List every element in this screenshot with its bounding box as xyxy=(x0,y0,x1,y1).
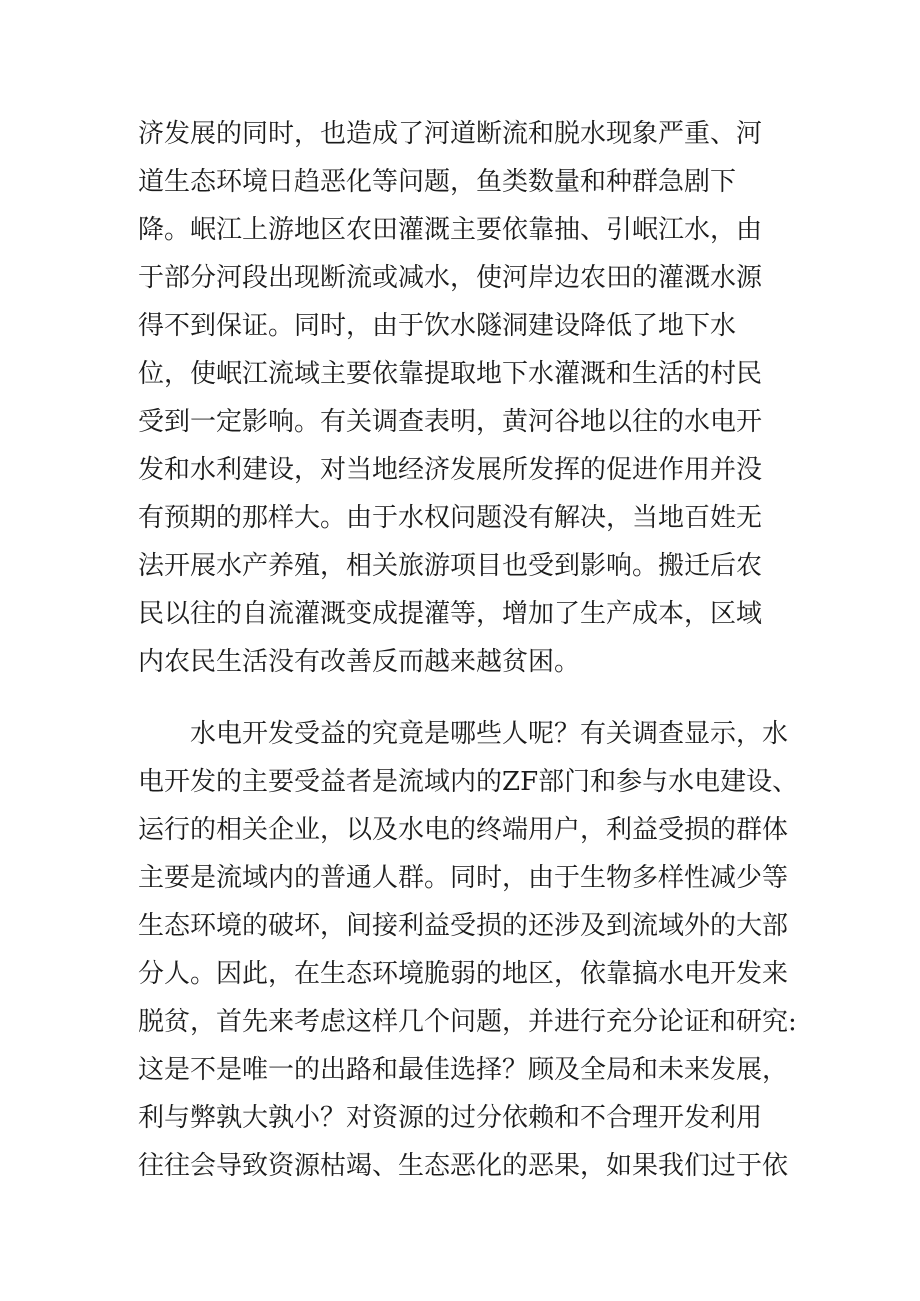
paragraph-2-line: 这是不是唯一的出路和最佳选择？顾及全局和未来发展， xyxy=(138,1055,789,1085)
paragraph-1-line: 道生态环境日趋恶化等问题，鱼类数量和种群急剧下 xyxy=(138,167,737,197)
paragraph-2-line: 主要是流域内的普通人群。同时，由于生物多样性减少等 xyxy=(138,863,789,893)
paragraph-1 xyxy=(138,110,778,686)
paragraph-2-line: 水电开发受益的究竟是哪些人呢？有关调查显示，水 xyxy=(138,719,789,749)
paragraph-1-line: 济发展的同时，也造成了河道断流和脱水现象严重、河 xyxy=(138,119,763,149)
paragraph-2-line: 脱贫，首先来考虑这样几个问题，并进行充分论证和研究: xyxy=(138,1007,797,1037)
paragraph-2-line: 往往会导致资源枯竭、生态恶化的恶果，如果我们过于依 xyxy=(138,1151,789,1181)
paragraph-1-line: 发和水利建设，对当地经济发展所发挥的促进作用并没 xyxy=(138,455,763,485)
paragraph-2-line: 生态环境的破坏，间接利益受损的还涉及到流域外的大部 xyxy=(138,911,789,941)
paragraph-2-line: 运行的相关企业，以及水电的终端用户，利益受损的群体 xyxy=(138,815,789,845)
paragraph-2-line: 利与弊孰大孰小？对资源的过分依赖和不合理开发利用 xyxy=(138,1103,763,1133)
paragraph-2 xyxy=(138,710,799,1190)
paragraph-1-line: 位，使岷江流域主要依靠提取地下水灌溉和生活的村民 xyxy=(138,359,763,389)
paragraph-1-line: 降。岷江上游地区农田灌溉主要依靠抽、引岷江水，由 xyxy=(138,215,763,245)
paragraph-1-line: 受到一定影响。有关调查表明，黄河谷地以往的水电开 xyxy=(138,407,763,437)
paragraph-1-line: 于部分河段出现断流或减水，使河岸边农田的灌溉水源 xyxy=(138,263,763,293)
paragraph-2-line: 分人。因此，在生态环境脆弱的地区，依靠搞水电开发来 xyxy=(138,959,789,989)
paragraph-2-line: 电开发的主要受益者是流域内的ZF部门和参与水电建设、 xyxy=(138,767,799,797)
paragraph-1-line: 民以往的自流灌溉变成提灌等，增加了生产成本，区域 xyxy=(138,599,763,629)
paragraph-1-line: 有预期的那样大。由于水权问题没有解决，当地百姓无 xyxy=(138,503,763,533)
paragraph-1-line: 得不到保证。同时，由于饮水隧洞建设降低了地下水 xyxy=(138,311,737,341)
paragraph-1-line: 内农民生活没有改善反而越来越贫困。 xyxy=(138,647,581,677)
paragraph-1-line: 法开展水产养殖，相关旅游项目也受到影响。搬迁后农 xyxy=(138,551,763,581)
